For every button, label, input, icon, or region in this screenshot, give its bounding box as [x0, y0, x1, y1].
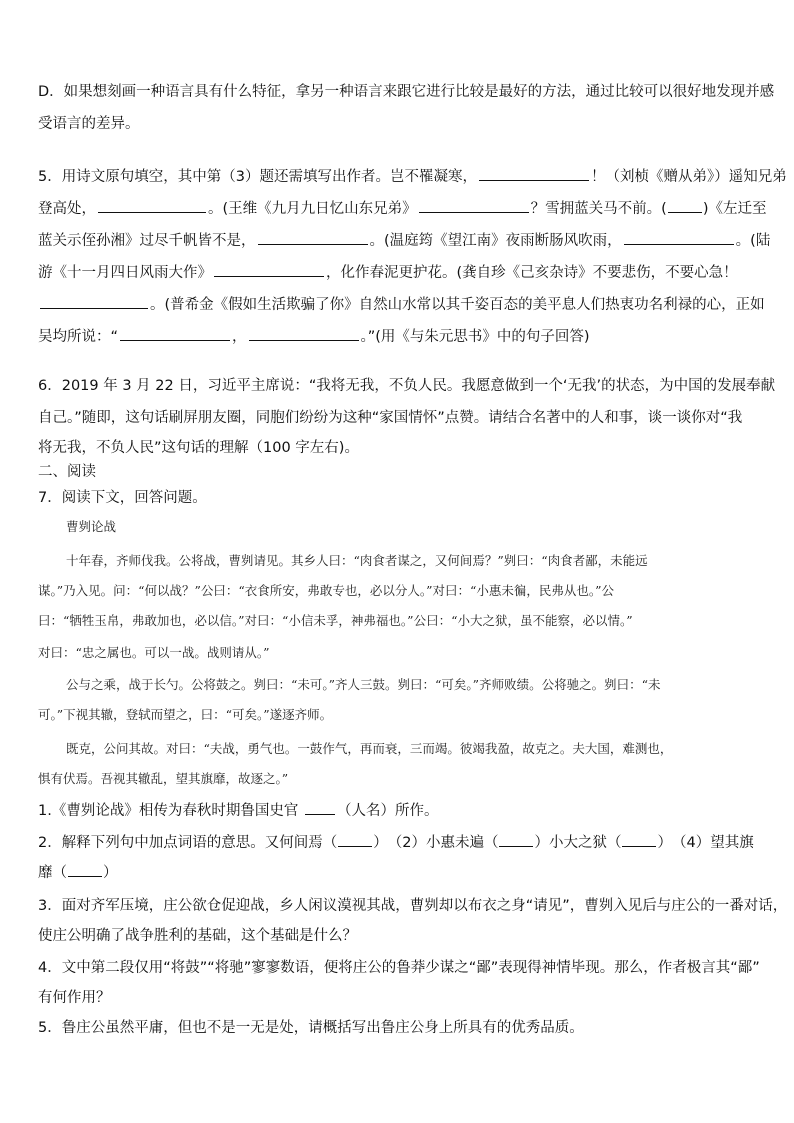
- passage-line: 十年春，齐师伐我。公将战，曹刿请见。其乡人曰：“肉食者谋之，又何间焉？”刿曰：“肉食者鄙，未能远: [66, 553, 648, 568]
- answer-blank[interactable]: [499, 832, 533, 847]
- q5-line3: [38, 230, 771, 251]
- q5-text: )《左迁至: [702, 201, 767, 217]
- answer-blank[interactable]: [68, 862, 102, 877]
- q5-text: ！（刘桢《赠从弟》）遥知兄弟: [590, 169, 787, 185]
- q7-2-line1: [38, 832, 756, 853]
- q5-text: 吴均所说：“: [38, 329, 119, 345]
- answer-blank[interactable]: [622, 832, 656, 847]
- answer-blank[interactable]: [305, 800, 335, 815]
- q7-2-text: 2．解释下列句中加点词语的意思。又何间焉（: [38, 835, 338, 851]
- answer-blank[interactable]: [214, 262, 324, 277]
- passage-line: 谋。”乃入见。问：“何以战？”公曰：“衣食所安，弗敢专也，必以分人。”对曰：“小惠未徧，民弗从也。”公: [38, 583, 614, 598]
- answer-blank[interactable]: [668, 198, 702, 213]
- q6-line1: 6．2019 年 3 月 22 日，习近平主席说：“我将无我，不负人民。我愿意做到一个‘无我’的状态，为中国的发展奉献: [38, 378, 776, 394]
- q7-5: 5．鲁庄公虽然平庸，但也不是一无是处，请概括写出鲁庄公身上所具有的优秀品质。: [38, 1020, 584, 1036]
- q5-text: 登高处，: [38, 201, 96, 217]
- q7-2-text: ） （2）小惠未遍（: [373, 835, 499, 851]
- q7-1: [38, 800, 756, 821]
- passage-line: 惧有伏焉。吾视其辙乱，望其旗靡，故逐之。”: [38, 771, 289, 786]
- answer-blank[interactable]: [258, 230, 368, 245]
- q5-text: 游《十一月四日风雨大作》: [38, 265, 212, 281]
- q5-text: 。(温庭筠《望江南》夜雨断肠风吹雨，: [369, 233, 622, 249]
- answer-blank[interactable]: [249, 326, 359, 341]
- answer-blank[interactable]: [338, 832, 372, 847]
- q5-line4: [38, 262, 756, 283]
- q7-heading: 7．阅读下文，回答问题。: [38, 490, 207, 506]
- q5-text: 。”(用《与朱元思书》中的句子回答): [360, 329, 590, 345]
- q7-3-line1: 3．面对齐军压境，庄公欲仓促迎战，乡人闲议漠视其战，曹刿却以布衣之身“请见”，曹刿入见后与庄公的一番对话，: [38, 898, 788, 914]
- q5-text: ，化作春泥更护花。(龚自珍《己亥杂诗》不要悲伤，不要心急！: [326, 265, 738, 281]
- answer-blank[interactable]: [479, 166, 589, 181]
- q5-line1: [38, 166, 787, 187]
- q7-2-text: 靡（: [38, 865, 67, 881]
- answer-blank[interactable]: [419, 198, 529, 213]
- section-heading-reading: 二、阅读: [38, 464, 96, 480]
- q7-1-text: （人名）所作。: [336, 803, 439, 819]
- q5-line5: [38, 294, 765, 315]
- passage-line: 既克，公问其故。对曰：“夫战，勇气也。一鼓作气，再而衰，三而竭。彼竭我盈，故克之。夫大国，难测也，: [66, 741, 673, 756]
- q5-text: 。(王维《九月九日忆山东兄弟》: [208, 201, 417, 217]
- q5-text: ，: [232, 329, 247, 345]
- q5-text: 。(普希金《假如生活欺骗了你》自然山水常以其千姿百态的美平息人们热衷功名利禄的心，正如: [150, 297, 765, 313]
- q5-text: 5．用诗文原句填空，其中第（3）题还需填写出作者。岂不罹凝寒，: [38, 169, 477, 185]
- q7-4-line2: 有何作用？: [38, 990, 111, 1006]
- q7-2-text: ） （4）望其旗: [657, 835, 754, 851]
- q7-1-text: 1.《曹刿论战》相传为春秋时期鲁国史官: [38, 803, 303, 819]
- q5-text: ？雪拥蓝关马不前。(: [530, 201, 667, 217]
- answer-blank[interactable]: [120, 326, 230, 341]
- q7-2-text: ）小大之狱（: [534, 835, 622, 851]
- passage-line: 曰：“牺牲玉帛，弗敢加也，必以信。”对曰：“小信未孚，神弗福也。”公曰：“小大之狱，虽不能察，必以情。”: [38, 613, 633, 628]
- q7-4-line1: 4．文中第二段仅用“将鼓”“将驰”寥寥数语，便将庄公的鲁莽少谋之“鄙”表现得神情毕现。那么，作者极言其“鄙”: [38, 960, 760, 976]
- q6-line3: 将无我，不负人民”这句话的理解（100 字左右)。: [38, 440, 359, 456]
- passage-title: 曹刿论战: [66, 519, 117, 534]
- option-d-line1: D．如果想刻画一种语言具有什么特征，拿另一种语言来跟它进行比较是最好的方法，通过比较可以很好地发现并感: [38, 84, 775, 100]
- passage-line: 可。”下视其辙，登轼而望之，曰：“可矣。”遂逐齐师。: [38, 707, 333, 722]
- q6-line2: 自己。”随即，这句话刷屏朋友圈，同胞们纷纷为这种“家国情怀”点赞。请结合名著中的人和事，谈一谈你对“我: [38, 410, 743, 426]
- q5-line2: [38, 198, 767, 219]
- q5-line6: [38, 326, 756, 347]
- q5-text: 蓝关示侄孙湘》过尽千帆皆不是，: [38, 233, 256, 249]
- q7-2-text: ）: [103, 865, 118, 881]
- passage-line: 公与之乘，战于长勺。公将鼓之。刿曰：“未可。”齐人三鼓。刿曰：“可矣。”齐师败绩。公将驰之。刿曰：“未: [66, 677, 661, 692]
- passage-line: 对曰：“忠之属也。可以一战。战则请从。”: [38, 645, 270, 660]
- q7-2-line2: [38, 862, 756, 883]
- answer-blank[interactable]: [624, 230, 734, 245]
- q7-3-line2: 使庄公明确了战争胜利的基础，这个基础是什么？: [38, 928, 357, 944]
- answer-blank[interactable]: [98, 198, 206, 213]
- option-d-line2: 受语言的差异。: [38, 116, 140, 132]
- answer-blank[interactable]: [40, 294, 148, 309]
- q5-text: 。(陆: [735, 233, 771, 249]
